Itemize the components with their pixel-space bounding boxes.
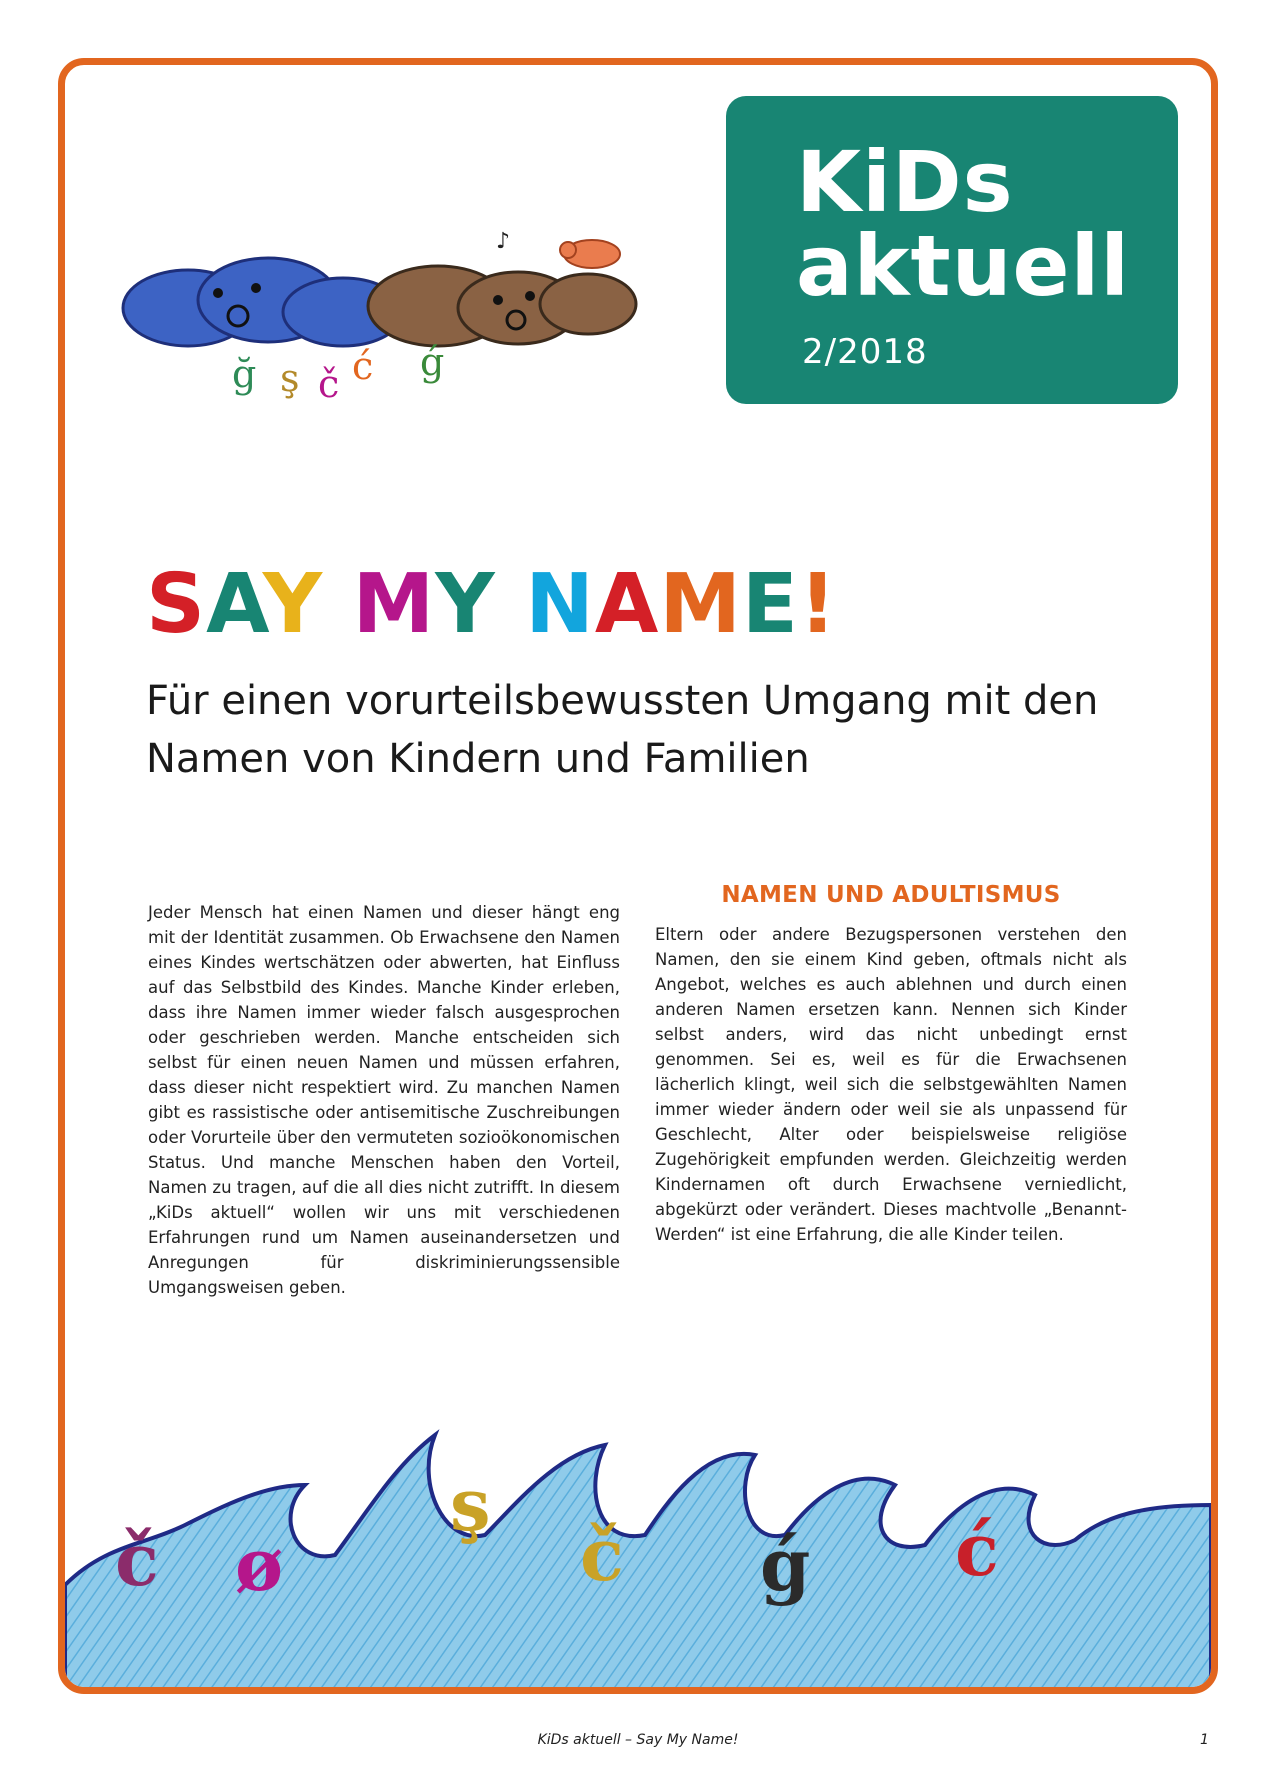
headline-letter: S	[146, 557, 207, 652]
page-number: 1	[1200, 1732, 1209, 1748]
clouds-drawing	[118, 228, 648, 448]
drawn-letter: č	[115, 1517, 159, 1602]
drawn-letter: ğ	[232, 352, 257, 396]
subheadline: Für einen vorurteilsbewussten Umgang mit den Namen von Kindern und Familien	[146, 678, 1099, 782]
masthead	[726, 96, 1178, 404]
drawn-letter: ø	[235, 1522, 284, 1607]
headline-letter: N	[525, 557, 595, 652]
intro-paragraph: Jeder Mensch hat einen Namen und dieser hängt eng mit der Identität zusammen. Ob Erwachsene den Namen eines Kindes wertschätzen oder abwerten, hat Einfluss auf das Selbstbild des Kindes. Manche Kinder erleben, dass ihre Namen immer wieder falsch ausgesprochen oder geschrieben werden. Manche entscheiden sich selbst für einen neuen Namen und müssen erfahren, dass dieser nicht respektiert wird. Zu manchen Namen gibt es rassistische oder antisemitische Zuschreibungen oder Vorurteile über den vermuteten sozioökonomischen Status. Und manche Menschen haben den Vorteil, Namen zu tragen, auf die all dies nicht zutrifft. In diesem „KiDs aktuell“ wollen wir uns mit verschiedenen Erfahrungen rund um Namen auseinandersetzen und Anregungen für diskriminierungssensible Umgangsweisen geben.	[148, 903, 620, 1297]
headline-letter: E	[741, 557, 799, 652]
masthead-title	[796, 133, 1131, 315]
headline-letter: A	[594, 557, 660, 652]
drawn-letter: ǵ	[420, 340, 445, 384]
drawn-letter: ć	[955, 1507, 999, 1592]
drawn-letter: ć	[352, 344, 374, 388]
masthead-title-line1: KiDs	[796, 133, 1014, 231]
headline	[146, 557, 838, 652]
headline-letter: Y	[262, 557, 324, 652]
headline-letter	[496, 557, 526, 652]
section-paragraph: Eltern oder andere Bezugspersonen verstehen den Namen, den sie einem Kind geben, oftmals nicht als Angebot, welches es auch ablehnen und durch einen anderen Namen ersetzen kann. Nennen sich Kinder selbst anders, wird das nicht unbedingt ernst genommen. Sei es, weil es für die Erwachsenen lächerlich klingt, weil sich die selbstgewählten Namen immer wieder ändern oder weil sie als unpassend für Geschlecht, Alter oder beispielsweise religiöse Zugehörigkeit empfunden werden. Gleichzeitig werden Kindernamen oft durch Erwachsene verniedlicht, abgekürzt oder verändert. Dieses machtvolle „Benannt-Werden“ ist eine Erfahrung, die alle Kinder teilen.	[655, 925, 1127, 1244]
issue-number: 2/2018	[802, 332, 928, 372]
drawn-letter: ş	[280, 356, 300, 400]
headline-letter: M	[352, 557, 436, 652]
headline-letter: Y	[435, 557, 496, 652]
headline-letter: M	[659, 557, 742, 652]
svg-text:♪: ♪	[496, 229, 511, 254]
drawn-letter: ǵ	[760, 1522, 811, 1607]
masthead-title-line2: aktuell	[796, 217, 1131, 315]
drawn-letter: č	[318, 362, 340, 406]
headline-letter: A	[206, 557, 263, 652]
drawn-letter: ş	[450, 1462, 491, 1547]
footer-title: KiDs aktuell – Say My Name!	[537, 1732, 739, 1748]
drawn-letter: č	[580, 1512, 624, 1597]
headline-letter	[323, 557, 353, 652]
headline-letter: !	[798, 557, 838, 652]
section-heading: NAMEN UND ADULTISMUS	[721, 882, 1061, 908]
